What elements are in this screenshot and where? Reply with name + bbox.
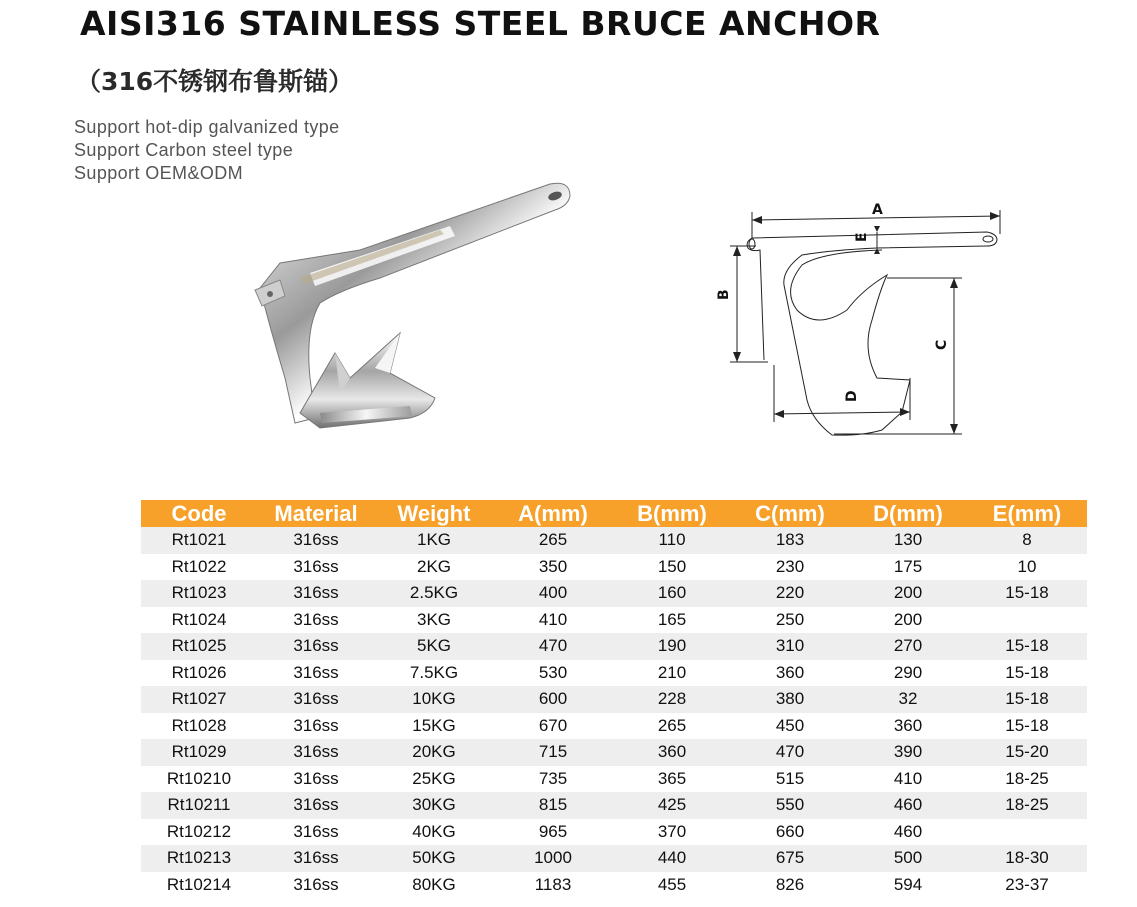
column-header-d: D(mm)	[849, 500, 967, 527]
cell-code: Rt10214	[141, 872, 257, 899]
cell-weight: 25KG	[375, 766, 493, 793]
cell-weight: 2.5KG	[375, 580, 493, 607]
column-header-e: E(mm)	[967, 500, 1087, 527]
specification-table	[141, 500, 1087, 898]
page-subtitle: （316不锈钢布鲁斯锚）	[76, 67, 354, 96]
cell-material: 316ss	[257, 660, 375, 687]
cell-e: 15-20	[967, 739, 1087, 766]
cell-d: 290	[849, 660, 967, 687]
cell-c: 220	[731, 580, 849, 607]
cell-b: 160	[613, 580, 731, 607]
cell-weight: 80KG	[375, 872, 493, 899]
cell-a: 410	[493, 607, 613, 634]
cell-b: 165	[613, 607, 731, 634]
column-header-c: C(mm)	[731, 500, 849, 527]
table-row	[141, 633, 1087, 660]
cell-b: 365	[613, 766, 731, 793]
column-header-material: Material	[257, 500, 375, 527]
cell-code: Rt1023	[141, 580, 257, 607]
cell-b: 228	[613, 686, 731, 713]
cell-d: 460	[849, 792, 967, 819]
table-row	[141, 554, 1087, 581]
cell-e: 8	[967, 527, 1087, 554]
dim-label-d: D	[844, 390, 860, 402]
cell-weight: 7.5KG	[375, 660, 493, 687]
cell-a: 965	[493, 819, 613, 846]
cell-e	[967, 607, 1087, 634]
cell-code: Rt10213	[141, 845, 257, 872]
cell-material: 316ss	[257, 527, 375, 554]
cell-a: 1183	[493, 872, 613, 899]
cell-code: Rt10212	[141, 819, 257, 846]
cell-c: 310	[731, 633, 849, 660]
cell-weight: 30KG	[375, 792, 493, 819]
table-row	[141, 580, 1087, 607]
cell-c: 183	[731, 527, 849, 554]
cell-weight: 5KG	[375, 633, 493, 660]
cell-c: 470	[731, 739, 849, 766]
table-row	[141, 686, 1087, 713]
column-header-b: B(mm)	[613, 500, 731, 527]
cell-c: 826	[731, 872, 849, 899]
cell-weight: 1KG	[375, 527, 493, 554]
cell-material: 316ss	[257, 686, 375, 713]
cell-e: 15-18	[967, 580, 1087, 607]
cell-a: 670	[493, 713, 613, 740]
dim-label-a: A	[872, 202, 883, 218]
cell-code: Rt1028	[141, 713, 257, 740]
table-row	[141, 527, 1087, 554]
cell-material: 316ss	[257, 607, 375, 634]
dim-label-e: E	[854, 232, 870, 242]
cell-b: 150	[613, 554, 731, 581]
cell-code: Rt1022	[141, 554, 257, 581]
cell-c: 660	[731, 819, 849, 846]
cell-a: 600	[493, 686, 613, 713]
cell-b: 110	[613, 527, 731, 554]
table-row	[141, 607, 1087, 634]
cell-material: 316ss	[257, 739, 375, 766]
cell-e: 23-37	[967, 872, 1087, 899]
cell-weight: 10KG	[375, 686, 493, 713]
cell-code: Rt1029	[141, 739, 257, 766]
cell-code: Rt1024	[141, 607, 257, 634]
cell-material: 316ss	[257, 713, 375, 740]
cell-material: 316ss	[257, 633, 375, 660]
cell-a: 735	[493, 766, 613, 793]
cell-code: Rt10210	[141, 766, 257, 793]
cell-material: 316ss	[257, 580, 375, 607]
cell-e: 18-25	[967, 766, 1087, 793]
cell-weight: 2KG	[375, 554, 493, 581]
cell-b: 190	[613, 633, 731, 660]
cell-c: 450	[731, 713, 849, 740]
cell-c: 550	[731, 792, 849, 819]
cell-b: 265	[613, 713, 731, 740]
table-row	[141, 766, 1087, 793]
cell-c: 675	[731, 845, 849, 872]
cell-d: 32	[849, 686, 967, 713]
table-row	[141, 845, 1087, 872]
cell-d: 175	[849, 554, 967, 581]
cell-e	[967, 819, 1087, 846]
cell-b: 440	[613, 845, 731, 872]
cell-weight: 20KG	[375, 739, 493, 766]
cell-a: 470	[493, 633, 613, 660]
cell-c: 515	[731, 766, 849, 793]
page-title: AISI316 STAINLESS STEEL BRUCE ANCHOR	[80, 4, 881, 43]
cell-c: 250	[731, 607, 849, 634]
cell-code: Rt1027	[141, 686, 257, 713]
cell-e: 10	[967, 554, 1087, 581]
cell-code: Rt10211	[141, 792, 257, 819]
cell-a: 350	[493, 554, 613, 581]
cell-a: 815	[493, 792, 613, 819]
cell-weight: 3KG	[375, 607, 493, 634]
cell-material: 316ss	[257, 845, 375, 872]
cell-a: 530	[493, 660, 613, 687]
cell-e: 15-18	[967, 713, 1087, 740]
table-row	[141, 872, 1087, 899]
cell-d: 130	[849, 527, 967, 554]
cell-material: 316ss	[257, 766, 375, 793]
cell-c: 360	[731, 660, 849, 687]
table-row	[141, 819, 1087, 846]
cell-code: Rt1025	[141, 633, 257, 660]
cell-e: 18-30	[967, 845, 1087, 872]
table-row	[141, 792, 1087, 819]
cell-d: 270	[849, 633, 967, 660]
feature-item: Support Carbon steel type	[74, 140, 294, 160]
cell-d: 200	[849, 580, 967, 607]
column-header-weight: Weight	[375, 500, 493, 527]
cell-b: 425	[613, 792, 731, 819]
cell-d: 594	[849, 872, 967, 899]
cell-code: Rt1021	[141, 527, 257, 554]
cell-material: 316ss	[257, 819, 375, 846]
feature-item: Support OEM&ODM	[74, 163, 244, 183]
cell-b: 210	[613, 660, 731, 687]
cell-d: 410	[849, 766, 967, 793]
cell-weight: 50KG	[375, 845, 493, 872]
table-row	[141, 660, 1087, 687]
cell-weight: 40KG	[375, 819, 493, 846]
table-row	[141, 739, 1087, 766]
dimension-drawing	[712, 190, 1022, 445]
cell-e: 15-18	[967, 660, 1087, 687]
table-body	[141, 527, 1087, 898]
cell-a: 400	[493, 580, 613, 607]
cell-d: 360	[849, 713, 967, 740]
cell-b: 370	[613, 819, 731, 846]
cell-d: 460	[849, 819, 967, 846]
feature-list	[74, 116, 340, 185]
cell-a: 265	[493, 527, 613, 554]
feature-item: Support hot-dip galvanized type	[74, 117, 340, 137]
cell-e: 15-18	[967, 633, 1087, 660]
cell-weight: 15KG	[375, 713, 493, 740]
cell-code: Rt1026	[141, 660, 257, 687]
cell-d: 500	[849, 845, 967, 872]
anchor-photo	[240, 178, 590, 438]
cell-d: 200	[849, 607, 967, 634]
cell-e: 18-25	[967, 792, 1087, 819]
table-header-row	[141, 500, 1087, 527]
cell-material: 316ss	[257, 554, 375, 581]
cell-a: 1000	[493, 845, 613, 872]
cell-d: 390	[849, 739, 967, 766]
cell-c: 380	[731, 686, 849, 713]
column-header-code: Code	[141, 500, 257, 527]
cell-b: 360	[613, 739, 731, 766]
cell-c: 230	[731, 554, 849, 581]
dim-label-b: B	[716, 289, 732, 300]
cell-b: 455	[613, 872, 731, 899]
cell-e: 15-18	[967, 686, 1087, 713]
cell-material: 316ss	[257, 872, 375, 899]
table-row	[141, 713, 1087, 740]
column-header-a: A(mm)	[493, 500, 613, 527]
dim-label-c: C	[934, 339, 950, 350]
cell-material: 316ss	[257, 792, 375, 819]
cell-a: 715	[493, 739, 613, 766]
